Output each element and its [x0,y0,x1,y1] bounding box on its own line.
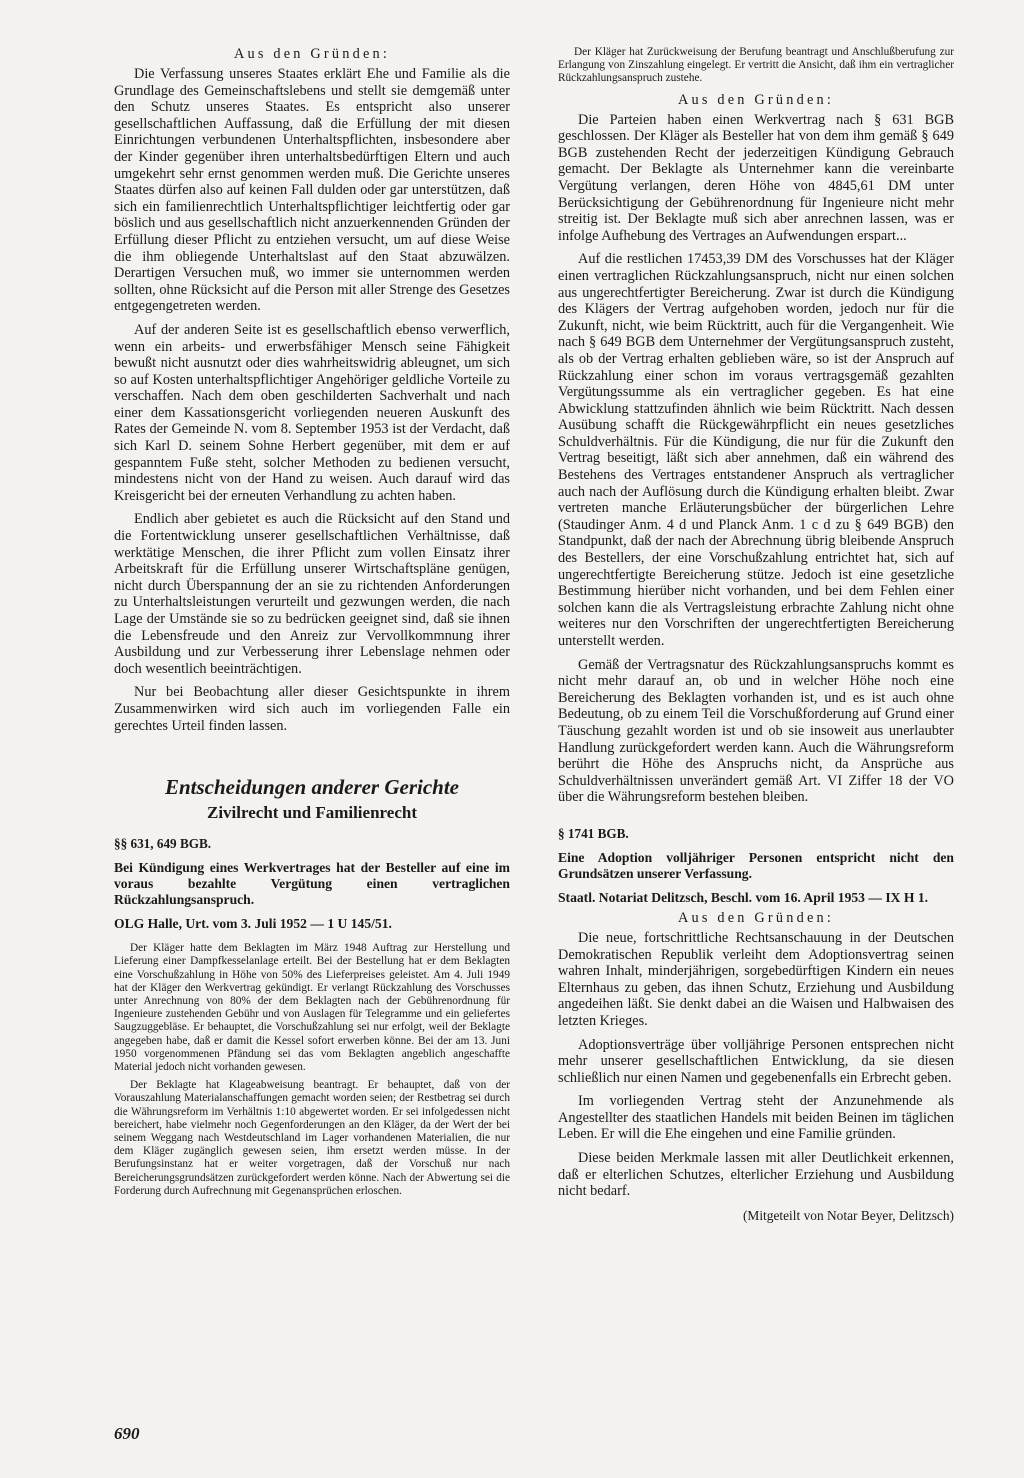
body-paragraph: Nur bei Beobachtung aller dieser Gesichtspunkte in ihrem Zusammenwirken wird sich auch im vorliegenden Falle ein gerechtes Urteil finden lassen. [114,684,510,734]
body-paragraph: Diese beiden Merkmale lassen mit aller Deutlichkeit erkennen, daß er elterlichen Schutzes, elterlicher Erziehung und Ausbildung nicht bedarf. [558,1150,954,1200]
attribution: (Mitgeteilt von Notar Beyer, Delitzsch) [742,1207,954,1223]
right-column [558,46,954,1224]
legal-norm: §§ 631, 649 BGB. [114,836,212,852]
facts-paragraph: Der Kläger hatte dem Beklagten im März 1948 Auftrag zur Herstellung und Lieferung einer Dampfkesselanlage erteilt. Bei der Bestellung hat er dem Beklagten eine Vorschußzahlung in Höhe von 50% des Lieferpreises geleistet. Am 4. Juli 1949 hat der Kläger den Werkvertrag gekündigt. Er verlangt Rückzahlung des Vorschusses unter Anrechnung von 80% der dem Beklagten nach der Gebührenordnung für Ingenieure zustehenden Gebühr und von Auslagen für Telegramme und ein geliefertes Saugzuggebläse. Er behauptet, die Vorschußzahlung sei nur erfolgt, weil der Beklagte angegeben habe, daß er damit die Kessel sofort erwerben könne. Bei der am 13. Juni 1950 vorgenommenen Pfändung sei das vom Beklagten angeblich angeschaffte Material jedoch nicht vorhanden gewesen. [114,942,510,1073]
body-paragraph: Im vorliegenden Vertrag steht der Anzunehmende als Angestellter des staatlichen Handels mit beiden Beinen im täglichen Leben. Er will die Ehe eingehen und eine Familie gründen. [558,1093,954,1143]
court-citation: Staatl. Notariat Delitzsch, Beschl. vom 16. April 1953 — IX H 1. [558,889,929,905]
subsection-title: Zivilrecht und Familienrecht [207,803,417,823]
headnote: Bei Kündigung eines Werkvertrages hat der Besteller auf eine im voraus bezahlte Vergütung einen vertraglichen Rückzahlungsanspruch. [114,860,510,908]
section-heading-reasons: Aus den Gründen: [677,91,835,108]
legal-norm: § 1741 BGB. [558,825,629,841]
headnote: Eine Adoption volljähriger Personen entspricht nicht den Grundsätzen unserer Verfassung. [558,849,954,881]
section-heading-reasons: Aus den Gründen: [677,909,835,926]
court-citation: OLG Halle, Urt. vom 3. Juli 1952 — 1 U 145/51. [114,916,392,932]
facts-paragraph: Der Beklagte hat Klageabweisung beantragt. Er behauptet, daß von der Vorauszahlung Materialanschaffungen gemacht worden seien; der Restbetrag sei durch die Währungsreform im Verhältnis 1:10 abgewertet worden. Er sei infolgedessen nicht bereichert, habe vielmehr noch Gegenforderungen an den Kläger, da der Wert der bei seinem Weggang nach Westdeutschland im Lager vorhandenen Materialien, die nur dem Kläger zugänglich gewesen seien, ihm ersetzt werden müsse. In der Berufungsinstanz hat er weiter vorgetragen, daß der Vorschuß nur nach Bereicherungsgrundsätzen zurückgefordert werden könne. Nach der Abwertung sei die Forderung durch Aufrechnung mit Gegenansprüchen erloschen. [114,1079,510,1197]
left-column [114,46,510,1198]
section-title: Entscheidungen anderer Gerichte [164,775,460,800]
section-heading-reasons: Aus den Gründen: [233,46,391,62]
body-paragraph: Die neue, fortschrittliche Rechtsanschauung in der Deutschen Demokratischen Republik verleiht dem Adoptionsvertrag seinen wahren Inhalt, minderjährigen, sorgebedürftigen Kindern ein neues Elternhaus zu geben, das ihnen Schutz, Erziehung und Ausbildung angedeihen läßt. Sie denkt dabei an die Waisen und Halbwaisen des letzten Krieges. [558,929,954,1029]
body-paragraph: Auf der anderen Seite ist es gesellschaftlich ebenso verwerflich, wenn ein arbeits- und erwerbsfähiger Mensch seine Fähigkeit bewußt nicht ausnutzt oder dies wahrheitswidrig ableugnet, um sich so auf Kosten unterhaltspflichtiger Angehöriger geldliche Vorteile zu verschaffen. Nach dem oben geschilderten Sachverhalt und nach einer dem Kassationsgericht vorliegenden neueren Auskunft des Rates der Gemeinde N. vom 8. September 1953 ist der Verdacht, daß sich Karl D. seinem Sohne Herbert gegenüber, mit dem er auf gespanntem Fuße steht, solcher Methoden zu bedienen versucht, mindestens nicht von der Hand zu weisen. Auch darauf wird das Kreisgericht bei der erneuten Verhandlung zu achten haben. [114,321,510,504]
body-paragraph: Adoptionsverträge über volljährige Personen entsprechen nicht mehr unserer gesellschaftlichen Entwicklung, da sie diesen schließlich nur einen Namen und gegebenenfalls ein Erbrecht geben. [558,1036,954,1086]
body-paragraph: Die Parteien haben einen Werkvertrag nach § 631 BGB geschlossen. Der Kläger als Besteller hat von dem ihm gemäß § 649 BGB zustehenden Recht der jederzeitigen Kündigung Gebrauch gemacht. Der Beklagte als Unternehmer kann die vereinbarte Vergütung verlangen, deren Höhe von 4845,61 DM unter Berücksichtigung der Gebührenordnung für Ingenieure nicht mehr streitig ist. Der Beklagte muß sich aber anrechnen lassen, was er infolge Aufhebung des Vertrages an Aufwendungen erspart... [558,111,954,244]
facts-paragraph: Der Kläger hat Zurückweisung der Berufung beantragt und Anschlußberufung zur Erlangung von Zinszahlung eingelegt. Er vertritt die Ansicht, daß ihm ein vertraglicher Rückzahlungsanspruch zustehe. [558,46,954,85]
page-number: 690 [114,1424,140,1443]
body-paragraph: Die Verfassung unseres Staates erklärt Ehe und Familie als die Grundlage des Gemeinschaftslebens und stellt sie demgemäß unter den Schutz unseres Staates. Es entspricht also unserer gesellschaftlichen Auffassung, daß die Erfüllung der mit diesen Einrichtungen verbundenen Unterhaltspflichten, insbesondere aber der Kinder gegenüber ihren unterhaltsbedürftigen Eltern und auch umgekehrt sehr ernst genommen werden muß. Die Gerichte unseres Staates dürfen also auf keinen Fall dulden oder gar unterstützen, daß sich ein familienrechtlich Unterhaltspflichtiger leichtfertig oder gar böslich und aus gesellschaftlich nicht anzuerkennenden Gründen der Erfüllung dieser Pflicht zu entziehen versucht, um auf diese Weise die ihm obliegende Unterhaltslast auf den Staat abzuwälzen. Derartigen Versuchen muß, wo immer sie unternommen werden sollten, ohne Rücksicht auf die Person mit aller Strenge des Gesetzes entgegengetreten werden. [114,66,510,315]
body-paragraph: Gemäß der Vertragsnatur des Rückzahlungsanspruchs kommt es nicht mehr darauf an, ob und in welcher Höhe noch eine Bereicherung des Beklagten vorhanden ist, und es ist auch ohne Bedeutung, ob zu einem Teil die Vorschußforderung auf Grund einer Täuschung gezahlt worden ist und ob sie insoweit aus unerlaubter Handlung zurückgefordert werden kann. Auch die Währungsreform berührt die Höhe des Anspruchs nicht, da Ansprüche aus Schuldverhältnissen unverändert gemäß Art. VI Ziffer 18 der VO über die Währungsreform bestehen bleiben. [558,656,954,806]
body-paragraph: Endlich aber gebietet es auch die Rücksicht auf den Stand und die Fortentwicklung unserer gesellschaftlichen Verhältnisse, daß werktätige Menschen, die ihrer Pflicht zum vollen Einsatz ihrer Arbeitskraft für die Erfüllung unserer Wirtschaftspläne genügen, nicht durch Überspannung der an sie zu richtenden Anforderungen zu Unterhaltsleistungen verurteilt und gezwungen werden, die nach Lage der Umstände sie so zu bedrücken geeignet sind, daß sie ihnen die Lebensfreude und den Anreiz zur Vervollkommnung ihrer Ausbildung und zur Verbesserung ihrer Lebenslage nehmen oder doch wesentlich beeinträchtigen. [114,511,510,677]
body-paragraph: Auf die restlichen 17453,39 DM des Vorschusses hat der Kläger einen vertraglichen Rückzahlungsanspruch, nicht nur einen solchen aus ungerechtfertigter Bereicherung. Zwar ist durch die Kündigung des Klägers der Vertrag aufgehoben worden, jedoch nur für die Zukunft, nicht, wie beim Rücktritt, auch für die Vergangenheit. Wie nach § 649 BGB dem Unternehmer der Vergütungsanspruch zusteht, als ob der Vertrag erhalten geblieben wäre, so ist der Anspruch auf Rückzahlung einer schon im voraus vertragsgemäß gezahlten Vergütungssumme als ein vertraglicher gegeben. Es hat eine Abwicklung stattzufinden ähnlich wie beim Rücktritt. Nach dessen Ausübung schafft die Rückgewährpflicht ein neues gesetzliches Schuldverhältnis. Für die Kündigung, die nur für die Zukunft den Vertrag beseitigt, läßt sich aber annehmen, daß ein während des Bestehens des Vertrages entstandener Anspruch als vertraglicher auch nach der Auflösung durch die Kündigung erhalten bleibt. Zwar vertreten manche Erläuterungsbücher der bürgerlichen Lehre (Staudinger Anm. 4 d und Planck Anm. 1 c d zu § 649 BGB) den Standpunkt, daß der nach der Abrechnung übrig bleibende Anspruch des Bestellers, der eine Vorschußzahlung entrichtet hat, sich auf ungerechtfertigte Bereicherung stütze. Jedoch ist eine gesetzliche Bestimmung hierüber nicht vorhanden, und bei dem Fehlen einer solchen kann die als Vertragsleistung erbrachte Zahlung nicht ohne weiteres nur den Vorschriften der ungerechtfertigten Bereicherung unterstellt werden. [558,251,954,650]
